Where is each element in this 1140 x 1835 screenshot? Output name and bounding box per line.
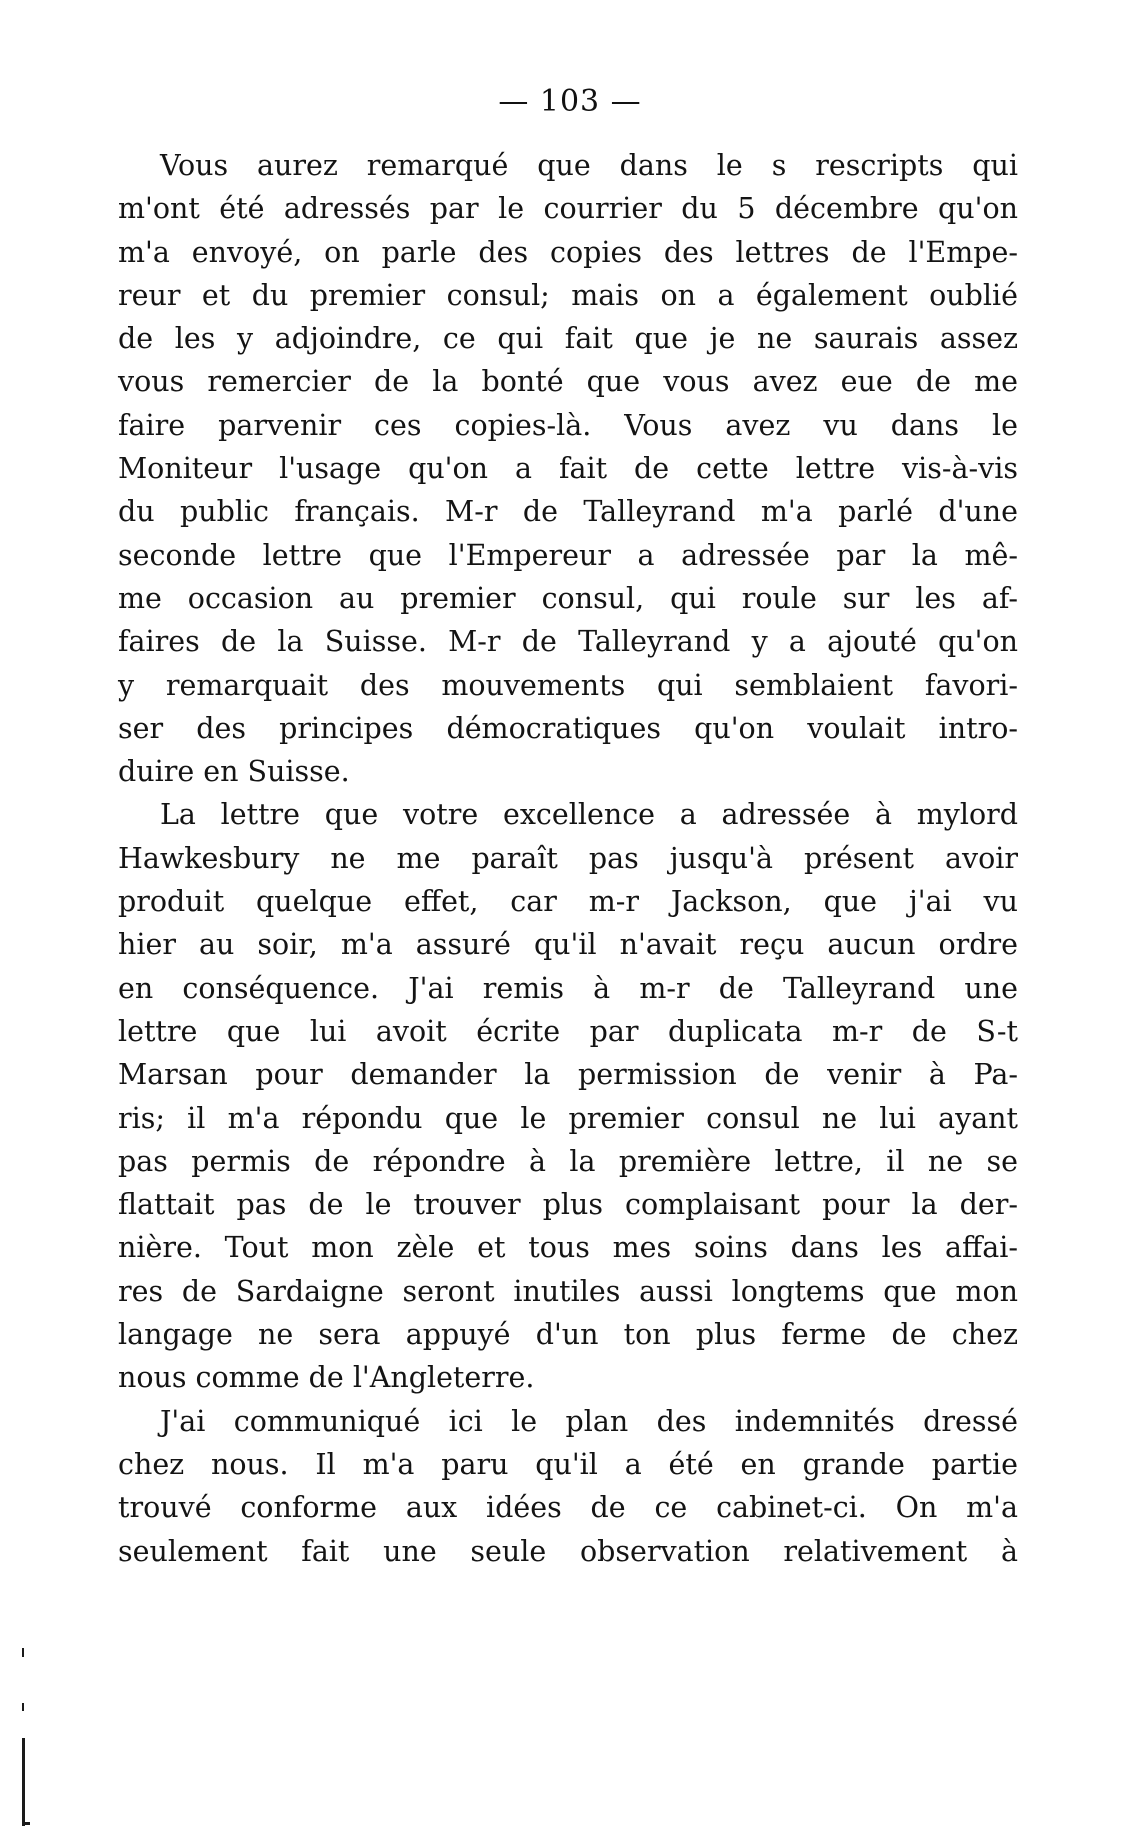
text-line: me occasion au premier consul, qui roule sur les af- (118, 581, 1018, 615)
text-line: seulement fait une seule observation relativement à (118, 1534, 1018, 1568)
text-line: de les y adjoindre, ce qui fait que je ne saurais assez (118, 322, 1018, 356)
text-line: trouvé conforme aux idées de ce cabinet-ci. On m'a (118, 1491, 1018, 1525)
scan-mark (22, 1822, 30, 1825)
body-text (118, 144, 1018, 1573)
text-line: m'ont été adressés par le courrier du 5 décembre qu'on (118, 192, 1018, 226)
text-line: nous comme de l'Angleterre. (118, 1361, 535, 1395)
text-line: en conséquence. J'ai remis à m-r de Talleyrand une (118, 971, 1018, 1005)
text-line: m'a envoyé, on parle des copies des lettres de l'Empe- (118, 235, 1018, 269)
text-line: ser des principes démocratiques qu'on voulait intro- (118, 711, 1018, 745)
text-line: hier au soir, m'a assuré qu'il n'avait reçu aucun ordre (118, 928, 1018, 962)
text-line: chez nous. Il m'a paru qu'il a été en grande partie (118, 1447, 1018, 1481)
text-line: faires de la Suisse. M-r de Talleyrand y a ajouté qu'on (118, 625, 1018, 659)
text-line: langage ne sera appuyé d'un ton plus ferme de chez (118, 1318, 1018, 1352)
text-line: pas permis de répondre à la première lettre, il ne se (118, 1144, 1018, 1178)
text-line: duire en Suisse. (118, 755, 350, 789)
text-line: du public français. M-r de Talleyrand m'a parlé d'une (118, 495, 1018, 529)
text-line: Moniteur l'usage qu'on a fait de cette lettre vis-à-vis (118, 452, 1018, 486)
text-line: produit quelque effet, car m-r Jackson, que j'ai vu (118, 885, 1018, 919)
text-line: J'ai communiqué ici le plan des indemnités dressé (160, 1404, 1018, 1438)
text-line: nière. Tout mon zèle et tous mes soins dans les affai- (118, 1231, 1018, 1265)
text-line: y remarquait des mouvements qui semblaient favori- (118, 668, 1018, 702)
page-number: — 103 — (498, 84, 642, 119)
text-line: faire parvenir ces copies-là. Vous avez vu dans le (118, 408, 1018, 442)
text-line: Vous aurez remarqué que dans le s rescripts qui (160, 149, 1018, 182)
text-line: lettre que lui avoit écrite par duplicata m-r de S-t (118, 1014, 1018, 1048)
text-line: seconde lettre que l'Empereur a adressée par la mê- (118, 538, 1018, 572)
text-line: reur et du premier consul; mais on a également oublié (118, 278, 1018, 312)
text-line: Marsan pour demander la permission de venir à Pa- (118, 1058, 1018, 1092)
text-line: ris; il m'a répondu que le premier consul ne lui ayant (118, 1101, 1018, 1135)
text-line: flattait pas de le trouver plus complaisant pour la der- (118, 1188, 1018, 1222)
scan-mark (22, 1738, 25, 1826)
scan-mark (22, 1648, 24, 1657)
text-line: res de Sardaigne seront inutiles aussi longtems que mon (118, 1274, 1018, 1308)
scan-mark (22, 1703, 24, 1711)
text-line: Hawkesbury ne me paraît pas jusqu'à présent avoir (118, 841, 1018, 875)
text-line: vous remercier de la bonté que vous avez eue de me (118, 365, 1018, 399)
text-line: La lettre que votre excellence a adressée à mylord (160, 798, 1018, 832)
